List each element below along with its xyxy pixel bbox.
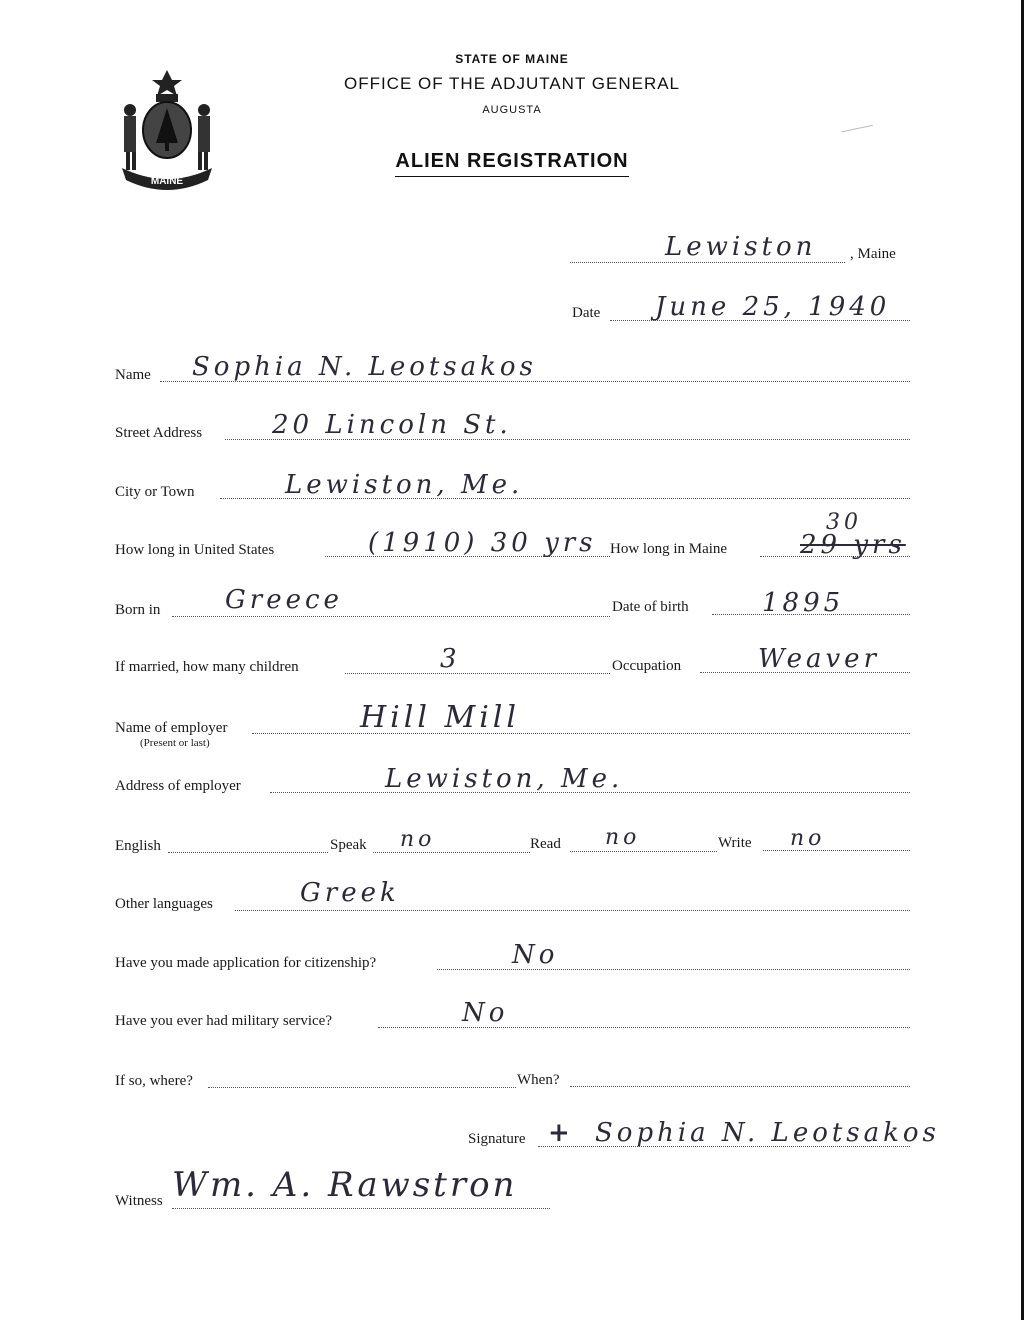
stray-mark	[841, 125, 874, 140]
street-label: Street Address	[115, 425, 203, 441]
read-value: no	[605, 825, 641, 850]
children-value: 3	[440, 644, 461, 674]
when-line	[570, 1086, 910, 1087]
employer-label: Name of employer	[115, 720, 228, 736]
state-heading: STATE OF MAINE	[455, 52, 569, 66]
children-line	[345, 673, 610, 674]
how-long-maine-correction: 30	[826, 510, 862, 535]
speak-line	[373, 852, 530, 853]
other-languages-label: Other languages	[115, 896, 213, 912]
when-label: When?	[517, 1072, 560, 1088]
citizenship-label: Have you made application for citizenship?	[115, 955, 377, 971]
where-line	[208, 1087, 516, 1088]
speak-value: no	[400, 827, 436, 852]
signature-value: Sophia N. Leotsakos	[595, 1118, 940, 1148]
employer-value: Hill Mill	[360, 700, 520, 735]
date-value: June 25, 1940	[655, 292, 891, 322]
write-line	[763, 850, 910, 851]
read-line	[570, 851, 717, 852]
place-line	[570, 262, 845, 263]
witness-label: Witness	[115, 1193, 163, 1209]
form-title	[0, 150, 1024, 173]
how-long-maine-value: 29 yrs	[800, 530, 906, 560]
born-in-line	[172, 616, 610, 617]
name-label: Name	[115, 367, 151, 383]
military-line	[378, 1027, 910, 1028]
place-label: , Maine	[850, 246, 896, 262]
witness-value: Wm. A. Rawstron	[172, 1165, 518, 1205]
name-value: Sophia N. Leotsakos	[192, 352, 537, 382]
city-label: City or Town	[115, 484, 195, 500]
city-value: Lewiston, Me.	[285, 470, 524, 500]
how-long-maine-label: How long in Maine	[610, 541, 728, 557]
dob-value: 1895	[762, 588, 845, 618]
signature-label: Signature	[468, 1131, 526, 1147]
other-languages-line	[235, 910, 910, 911]
where-label: If so, where?	[115, 1073, 193, 1089]
children-label: If married, how many children	[115, 659, 299, 675]
born-in-value: Greece	[225, 585, 343, 615]
employer-sublabel: (Present or last)	[140, 737, 210, 749]
english-label: English	[115, 838, 161, 854]
born-in-label: Born in	[115, 602, 161, 618]
seal-text: MAINE	[150, 176, 184, 187]
place-value: Lewiston	[665, 232, 817, 262]
english-line	[168, 852, 328, 853]
witness-line	[172, 1208, 550, 1209]
employer-line	[252, 733, 910, 734]
office-heading: OFFICE OF THE ADJUTANT GENERAL	[343, 74, 681, 93]
street-value: 20 Lincoln St.	[272, 410, 512, 440]
employer-address-value: Lewiston, Me.	[385, 764, 624, 794]
signature-mark: +	[548, 1118, 574, 1148]
how-long-us-label: How long in United States	[115, 542, 275, 558]
read-label: Read	[530, 836, 561, 852]
date-label: Date	[572, 305, 601, 321]
occupation-value: Weaver	[758, 644, 880, 674]
form-title-text: ALIEN REGISTRATION	[395, 150, 628, 177]
dob-label: Date of birth	[612, 599, 689, 615]
citizenship-line	[437, 969, 910, 970]
city-heading: AUGUSTA	[482, 104, 542, 116]
military-label: Have you ever had military service?	[115, 1013, 332, 1029]
how-long-us-value: (1910) 30 yrs	[368, 528, 597, 558]
employer-address-label: Address of employer	[115, 778, 241, 794]
citizenship-value: No	[512, 940, 559, 970]
speak-label: Speak	[330, 837, 367, 853]
military-value: No	[462, 998, 509, 1028]
write-value: no	[790, 826, 826, 851]
occupation-label: Occupation	[612, 658, 682, 674]
other-languages-value: Greek	[300, 878, 400, 908]
write-label: Write	[718, 835, 752, 851]
